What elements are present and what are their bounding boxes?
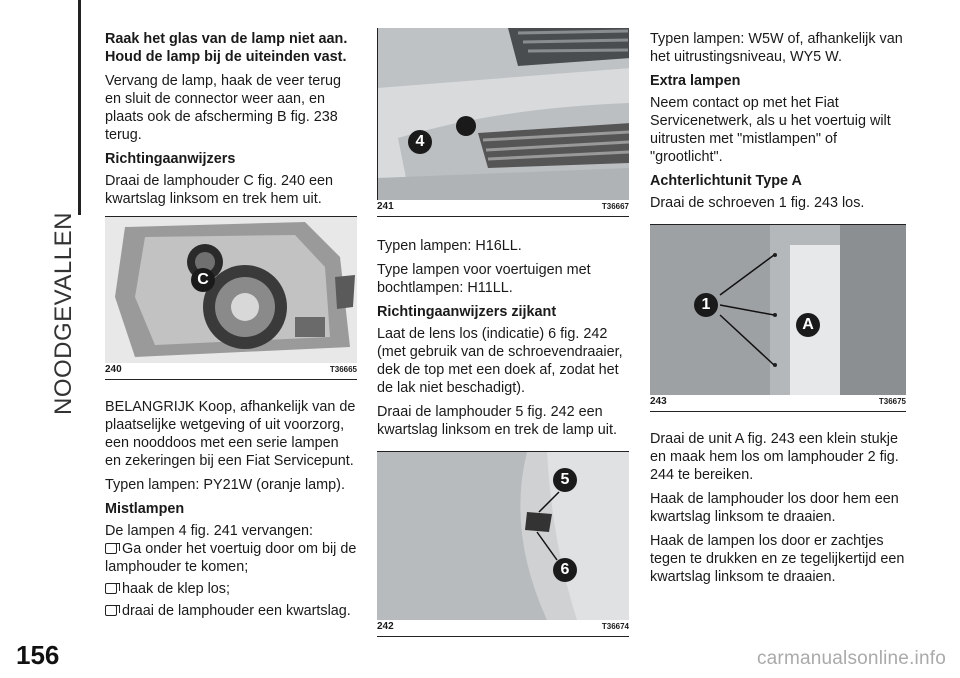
column-2 (377, 30, 629, 637)
figure-243 (650, 224, 906, 412)
figure-caption (377, 620, 629, 637)
callout-marker: C (191, 268, 215, 292)
paragraph: Draai de lamphouder C fig. 240 een kwartslag linksom en trek hem uit. (105, 173, 333, 207)
paragraph: Neem contact op met het Fiat Servicenetwerk, als u het voertuig wilt uitrusten met "mistlampen" of "grootlicht". (650, 95, 891, 165)
figure-number: 242 (377, 621, 394, 632)
warning-text: Raak het glas van de lamp niet aan. Houd de lamp bij de uiteinden vast. (105, 31, 348, 65)
figure-code: T36665 (329, 365, 357, 374)
paragraph: Haak de lamphouder los door hem een kwartslag linksom te draaien. (650, 491, 899, 525)
list-item: draai de lamphouder een kwartslag. (105, 602, 357, 620)
paragraph: Type lampen voor voertuigen met bochtlampen: H11LL. (377, 262, 591, 296)
paragraph: De lampen 4 fig. 241 vervangen: (105, 523, 313, 539)
paragraph: Typen lampen: W5W of, afhankelijk van het uitrustingsniveau, WY5 W. (650, 31, 903, 65)
callout-marker: A (796, 313, 820, 337)
paragraph: BELANGRIJK Koop, afhankelijk van de plaatselijke wetgeving of uit voorzorg, een nooddoos met een serie lampen en zekeringen bij een Fiat Servicepunt. (105, 399, 356, 469)
heading-richtingaanwijzers-zijkant: Richtingaanwijzers zijkant (377, 304, 557, 320)
paragraph: Laat de lens los (indicatie) 6 fig. 242 (met gebruik van de schroevendraaier, dek de top met een doek af, zodat het de lak niet beschadigt). (377, 326, 623, 396)
heading-extra-lampen: Extra lampen (650, 73, 741, 89)
figure-caption (105, 363, 357, 380)
figure-number: 240 (105, 364, 122, 375)
list-item-continuation: lamphouder te komen; (105, 559, 249, 575)
heading-mistlampen: Mistlampen (105, 501, 185, 517)
paragraph: Draai de schroeven 1 fig. 243 los. (650, 195, 865, 211)
section-marker-bar (78, 0, 81, 215)
callout-marker: 5 (553, 468, 577, 492)
column-1 (105, 30, 357, 620)
callout-marker: 4 (408, 130, 432, 154)
watermark: carmanualsonline.info (756, 648, 946, 669)
section-title: NOODGEVALLEN (50, 212, 77, 415)
paragraph: Typen lampen: PY21W (oranje lamp). (105, 477, 345, 493)
figure-242-image (377, 452, 629, 620)
heading-richtingaanwijzers: Richtingaanwijzers (105, 151, 236, 167)
paragraph: Haak de lampen los door er zachtjes tegen te drukken en ze tegelijkertijd een kwartslag linksom te draaien. (650, 533, 905, 585)
list-item: haak de klep los; (105, 580, 357, 598)
figure-number: 241 (377, 201, 394, 212)
figure-code: T36667 (601, 202, 629, 211)
paragraph: Draai de lamphouder 5 fig. 242 een kwartslag linksom en trek de lamp uit. (377, 404, 617, 438)
heading-achterlichtunit: Achterlichtunit Type A (650, 173, 802, 189)
figure-242 (377, 451, 629, 637)
checkbox-bullet-icon (105, 605, 117, 616)
figure-code: T36674 (601, 622, 629, 631)
list-item: Ga onder het voertuig door om bij de (105, 540, 357, 558)
figure-caption (377, 200, 629, 217)
column-3 (650, 30, 906, 592)
figure-240-image (105, 217, 357, 363)
paragraph: Vervang de lamp, haak de veer terug en sluit de connector weer aan, en plaats ook de afscherming B fig. 238 terug. (105, 73, 341, 143)
figure-241 (377, 28, 629, 217)
paragraph: Typen lampen: H16LL. (377, 238, 522, 254)
checkbox-bullet-icon (105, 583, 117, 594)
checkbox-bullet-icon (105, 543, 117, 554)
page-number: 156 (16, 640, 60, 670)
figure-240 (105, 216, 357, 380)
figure-241-image (377, 28, 629, 200)
figure-243-image (650, 225, 906, 395)
figure-code: T36675 (878, 397, 906, 406)
callout-marker: 1 (694, 293, 718, 317)
callout-marker: 6 (553, 558, 577, 582)
paragraph: Draai de unit A fig. 243 een klein stukje en maak hem los om lamphouder 2 fig. 244 te bereiken. (650, 431, 899, 483)
figure-number: 243 (650, 396, 667, 407)
figure-caption (650, 395, 906, 412)
